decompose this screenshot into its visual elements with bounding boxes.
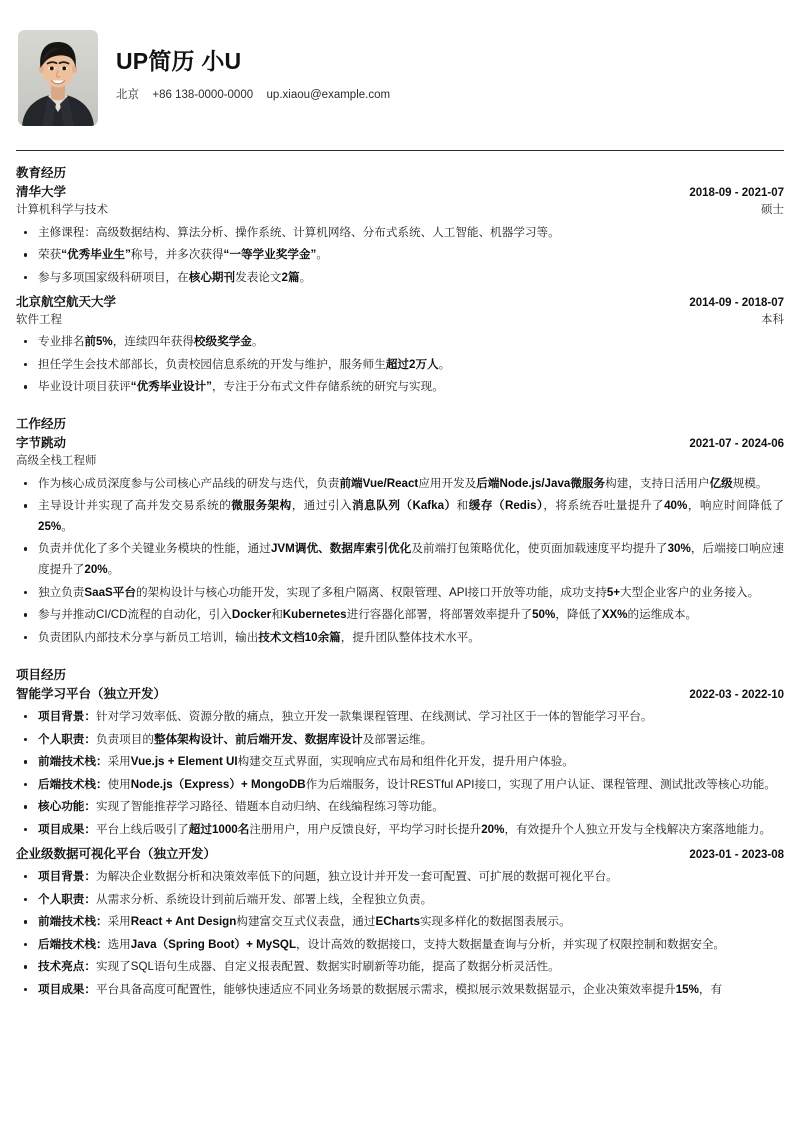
bullet-item: 参与并推动CI/CD流程的自动化，引入Docker和Kubernetes进行容器化部署，将部署效率提升了50%，降低了XX%的运维成本。: [16, 605, 784, 626]
section-title: 项目经历: [16, 667, 67, 682]
section-title: 教育经历: [16, 166, 67, 180]
entry-subheader: [16, 312, 784, 329]
bullet-item: 负责并优化了多个关键业务模块的性能，通过JVM调优、数据库索引优化及前端打包策略优化，使页面加载速度平均提升了30%，后端接口响应速度提升了20%。: [16, 539, 784, 580]
section-title: 工作经历: [16, 416, 67, 431]
resume-section: [16, 151, 784, 398]
bullet-item: 项目背景：为解决企业数据分析和决策效率低下的问题，独立设计并开发一套可配置、可扩展的数据可视化平台。: [16, 867, 784, 888]
contact-phone: +86 138-0000-0000: [152, 89, 254, 102]
entry-date: 2023-01 - 2023-08: [689, 848, 784, 861]
entry-subtitle: 计算机科学与技术: [16, 204, 108, 217]
entry-header: [16, 845, 784, 864]
entry-degree: 本科: [761, 313, 784, 326]
entry-header: [16, 685, 784, 704]
page-title: UP简历 小U: [116, 47, 242, 74]
bullet-item: 主导设计并实现了高并发交易系统的微服务架构，通过引入消息队列（Kafka）和缓存（Redis），将系统吞吐量提升了40%，响应时间降低了25%。: [16, 496, 784, 537]
bullet-item: 项目背景：针对学习效率低、资源分散的痛点，独立开发一款集课程管理、在线测试、学习社区于一体的智能学习平台。: [16, 707, 784, 728]
entry-title: 清华大学: [16, 185, 67, 200]
bullet-item: 技术亮点：实现了SQL语句生成器、自定义报表配置、数据实时刷新等功能，提高了数据分析灵活性。: [16, 957, 784, 978]
entry-title: 字节跳动: [16, 436, 67, 450]
bullet-item: 负责团队内部技术分享与新员工培训，输出技术文档10余篇，提升团队整体技术水平。: [16, 628, 784, 649]
bullet-item: 担任学生会技术部部长，负责校园信息系统的开发与维护，服务师生超过2万人。: [16, 355, 784, 376]
entry-date: 2014-09 - 2018-07: [689, 296, 784, 309]
bullet-item: 项目成果：平台上线后吸引了超过1000名注册用户，用户反馈良好，平均学习时长提升20%，有效提升个人独立开发与全栈解决方案落地能力。: [16, 820, 784, 841]
entry-bullet-list: [16, 223, 784, 289]
entry-header: [16, 434, 784, 453]
entry-header: [16, 183, 784, 202]
resume-sections: [16, 151, 784, 1001]
entry-date: 2022-03 - 2022-10: [689, 688, 784, 701]
entry-subtitle: 高级全栈工程师: [16, 455, 97, 468]
bullet-item: 毕业设计项目获评“优秀毕业设计”，专注于分布式文件存储系统的研究与实现。: [16, 377, 784, 398]
entry-bullet-list: [16, 474, 784, 649]
entry-bullet-list: [16, 867, 784, 1001]
contact-location: 北京: [116, 89, 139, 102]
contact-line: [116, 88, 782, 103]
entry-header: [16, 293, 784, 312]
bullet-item: 核心功能：实现了智能推荐学习路径、错题本自动归纳、在线编程练习等功能。: [16, 797, 784, 818]
bullet-item: 主修课程：高级数据结构、算法分析、操作系统、计算机网络、分布式系统、人工智能、机器学习等。: [16, 223, 784, 244]
bullet-item: 参与多项国家级科研项目，在核心期刊发表论文2篇。: [16, 268, 784, 289]
entry-subtitle: 软件工程: [16, 313, 62, 326]
bullet-item: 荣获“优秀毕业生”称号，并多次获得“一等学业奖学金”。: [16, 245, 784, 266]
entry-title: 智能学习平台（独立开发）: [16, 686, 167, 701]
resume-entry: [16, 293, 784, 398]
bullet-item: 专业排名前5%，连续四年获得校级奖学金。: [16, 332, 784, 353]
resume-entry: [16, 845, 784, 1001]
entry-date: 2018-09 - 2021-07: [689, 187, 784, 200]
resume-entry: [16, 685, 784, 841]
contact-email: up.xiaou@example.com: [266, 89, 391, 102]
resume-entry: [16, 434, 784, 649]
entry-subheader: [16, 202, 784, 219]
resume-section: [16, 653, 784, 1001]
identity-block: [116, 49, 782, 107]
resume-entry: [16, 183, 784, 288]
bullet-item: 作为核心成员深度参与公司核心产品线的研发与迭代，负责前端Vue/React应用开发及后端Node.js/Java微服务构建，支持日活用户亿级规模。: [16, 474, 784, 495]
entry-date: 2021-07 - 2024-06: [689, 438, 784, 450]
resume-header: [16, 0, 784, 126]
avatar: [18, 30, 98, 126]
bullet-item: 个人职责：从需求分析、系统设计到前后端开发、部署上线，全程独立负责。: [16, 890, 784, 911]
bullet-item: 独立负责SaaS平台的架构设计与核心功能开发，实现了多租户隔离、权限管理、API接口开放等功能，成功支持5+大型企业客户的业务接入。: [16, 583, 784, 604]
portrait-photo-icon: [18, 30, 98, 126]
entry-title: 企业级数据可视化平台（独立开发）: [16, 846, 217, 861]
entry-bullet-list: [16, 707, 784, 841]
bullet-item: 个人职责：负责项目的整体架构设计、前后端开发、数据库设计及部署运维。: [16, 730, 784, 751]
entry-subheader: [16, 453, 784, 470]
bullet-item: 前端技术栈：采用Vue.js + Element UI构建交互式界面，实现响应式布局和组件化开发，提升用户体验。: [16, 752, 784, 773]
entry-bullet-list: [16, 332, 784, 398]
bullet-item: 后端技术栈：选用Java（Spring Boot）+ MySQL，设计高效的数据接口，支持大数据量查询与分析，并实现了权限控制和数据安全。: [16, 935, 784, 956]
bullet-item: 后端技术栈：使用Node.js（Express）+ MongoDB作为后端服务，设计RESTful API接口，实现了用户认证、课程管理、测试批改等核心功能。: [16, 775, 784, 796]
entry-degree: 硕士: [761, 204, 784, 217]
entry-title: 北京航空航天大学: [16, 294, 117, 309]
bullet-item: 项目成果：平台具备高度可配置性，能够快速适应不同业务场景的数据展示需求，模拟展示效果数据显示，企业决策效率提升15%，有: [16, 980, 784, 1001]
bullet-item: 前端技术栈：采用React + Ant Design构建富交互式仪表盘，通过ECharts实现多样化的数据图表展示。: [16, 912, 784, 933]
resume-section: [16, 402, 784, 649]
